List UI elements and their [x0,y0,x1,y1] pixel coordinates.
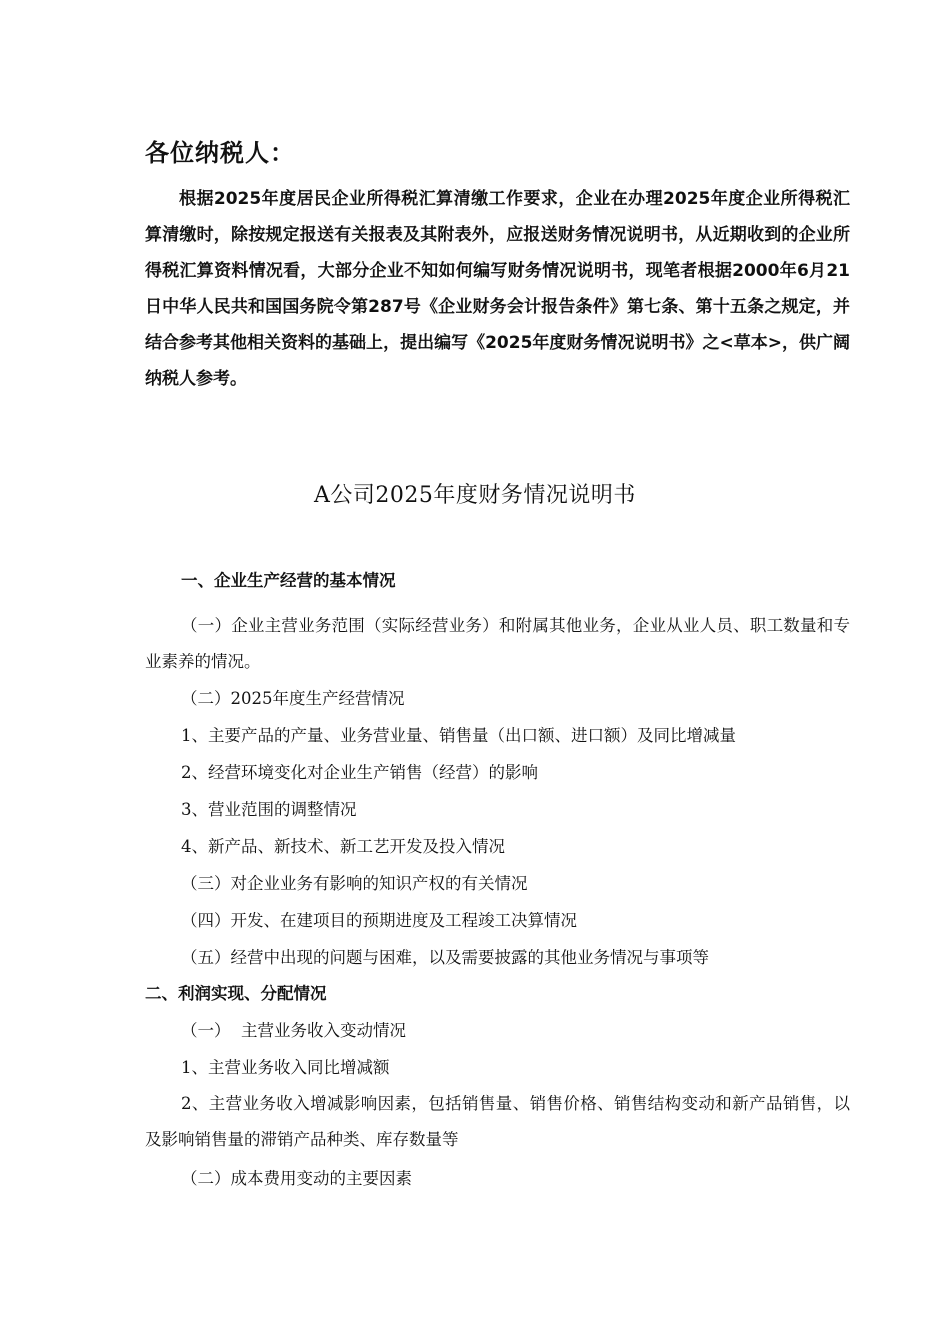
section-1-paragraph-4: （四）开发、在建项目的预期进度及工程竣工决算情况 [181,911,577,930]
section-1-item-4: 4、新产品、新技术、新工艺开发及投入情况 [181,837,505,856]
section-1-paragraph-3: （三）对企业业务有影响的知识产权的有关情况 [181,874,528,893]
section-1-paragraph-1: （一）企业主营业务范围（实际经营业务）和附属其他业务，企业从业人员、职工数量和专业素养的情况。 [145,616,850,671]
section-1-item-1: 1、主要产品的产量、业务营业量、销售量（出口额、进口额）及同比增减量 [181,726,736,745]
section-2-paragraph-2: （二）成本费用变动的主要因素 [181,1169,412,1188]
document-body [145,563,850,1197]
section-2-heading: 二、利润实现、分配情况 [145,984,327,1003]
section-1-paragraph-5: （五）经营中出现的问题与困难，以及需要披露的其他业务情况与事项等 [181,948,709,967]
section-2-item-2: 2、主营业务收入增减影响因素，包括销售量、销售价格、销售结构变动和新产品销售，以及影响销售量的滞销产品种类、库存数量等 [145,1094,850,1149]
intro-paragraph: 根据2025年度居民企业所得税汇算清缴工作要求，企业在办理2025年度企业所得税汇算清缴时，除按规定报送有关报表及其附表外，应报送财务情况说明书，从近期收到的企业所得税汇算资料情况看，大部分企业不知如何编写财务情况说明书，现笔者根据2000年6月21日中华人民共和国国务院令第287号《企业财务会计报告条件》第七条、第十五条之规定，并结合参考其他相关资料的基础上，提出编写《2025年度财务情况说明书》之<草本>，供广阔纳税人参考。 [145,189,850,389]
section-1-item-3: 3、营业范围的调整情况 [181,800,357,819]
section-2-paragraph-1: （一） 主营业务收入变动情况 [181,1021,406,1040]
document-title: A公司2025年度财务情况说明书 [314,483,636,508]
section-1-paragraph-2: （二）2025年度生产经营情况 [181,689,405,708]
section-2-item-1: 1、主营业务收入同比增减额 [181,1058,390,1077]
greeting-heading: 各位纳税人： [145,139,295,167]
section-1-heading: 一、企业生产经营的基本情况 [181,571,396,590]
section-1-item-2: 2、经营环境变化对企业生产销售（经营）的影响 [181,763,538,782]
